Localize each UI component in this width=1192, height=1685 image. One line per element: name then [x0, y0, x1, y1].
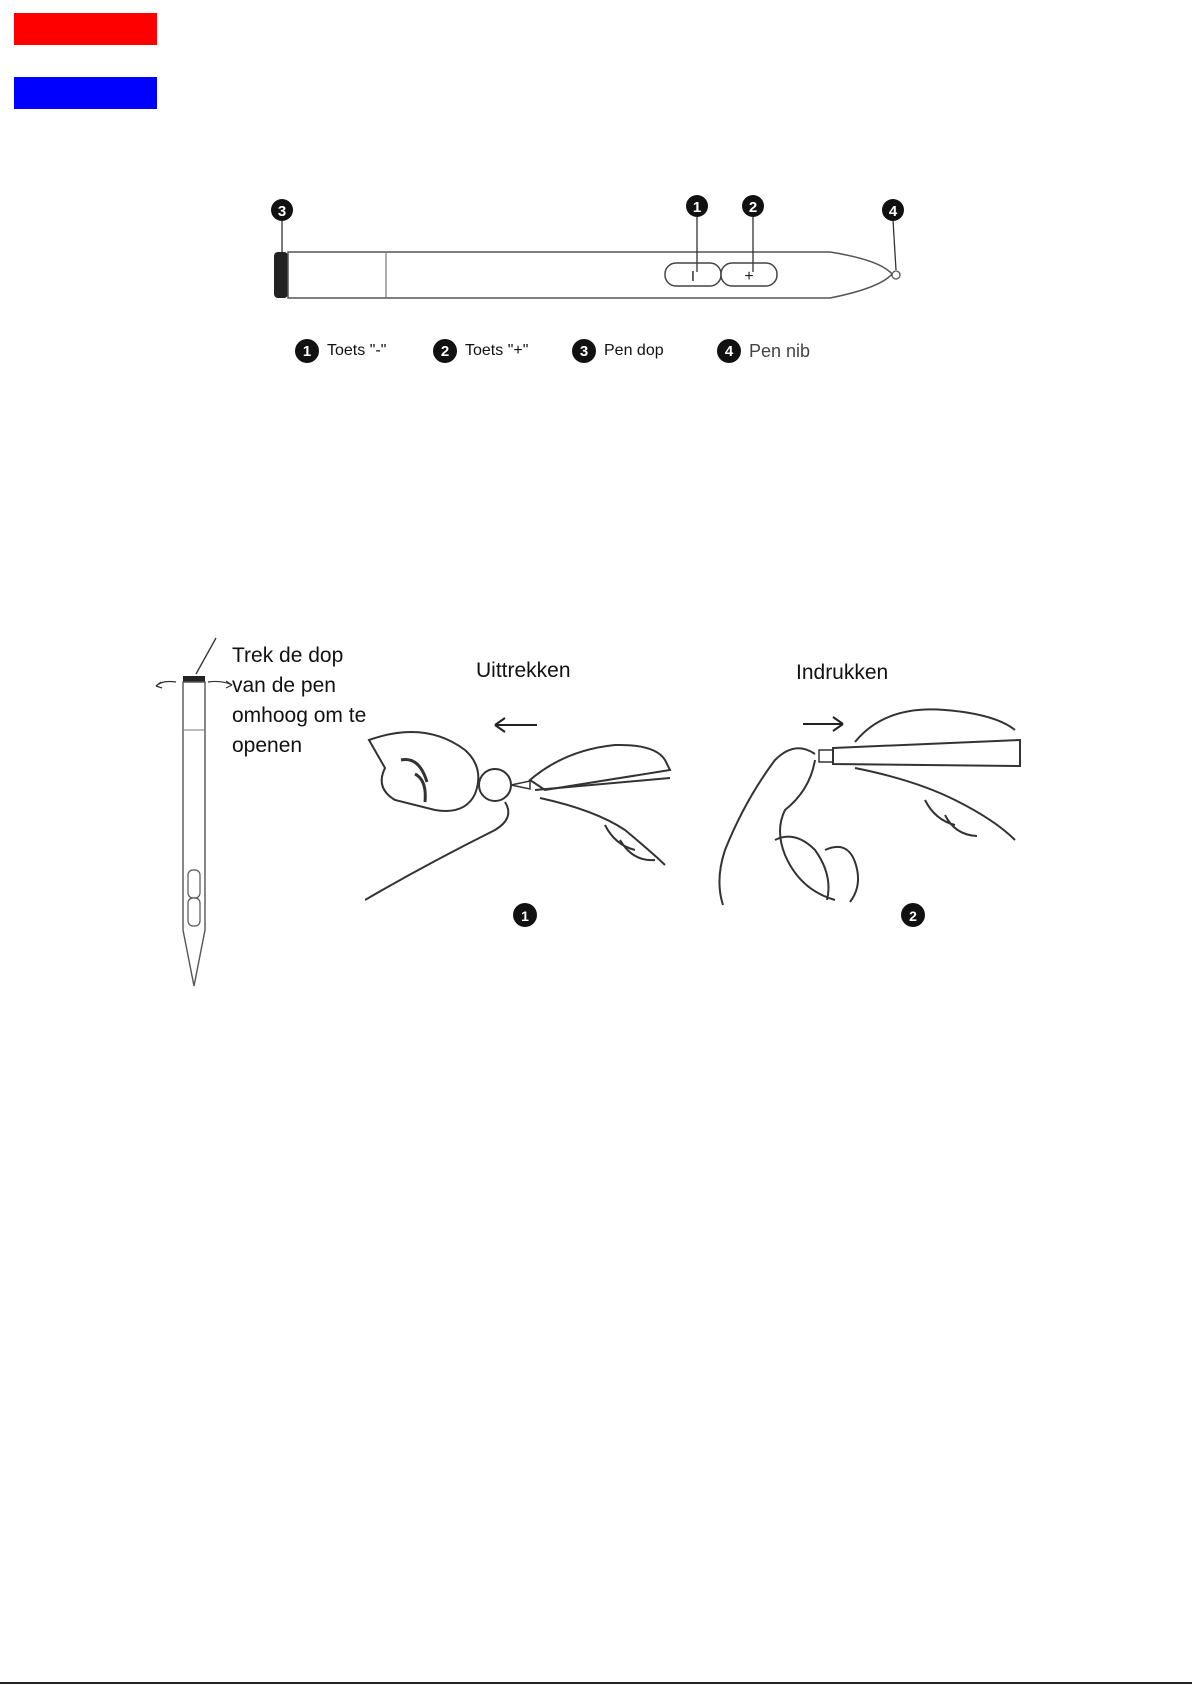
page-bottom-rule — [0, 1682, 1192, 1684]
vertical-pen-cap — [183, 676, 205, 682]
step-1-title: Uittrekken — [476, 659, 571, 682]
flag-stripe-blue — [14, 77, 157, 109]
pen-nib — [892, 271, 900, 279]
legend-number-4: 4 — [717, 339, 741, 363]
legend-label-3: Pen dop — [604, 342, 664, 359]
pen-body — [288, 252, 892, 298]
callout-2-number: 2 — [748, 199, 758, 216]
legend-number-2: 2 — [433, 339, 457, 363]
step-2-illustration — [715, 690, 1025, 940]
legend-label-4: Pen nib — [749, 340, 811, 361]
flag-stripe-white — [14, 45, 157, 77]
legend-number-1: 1 — [295, 339, 319, 363]
legend-item-cap — [572, 338, 664, 364]
step-2-number: 2 — [909, 908, 917, 924]
legend-item-plus — [433, 338, 528, 364]
step-2-title: Indrukken — [796, 661, 889, 684]
callout-4-number: 4 — [888, 203, 898, 220]
cap-instruction-text: Trek de dop van de pen omhoog om te openen — [232, 644, 367, 757]
vertical-pen-illustration — [150, 630, 240, 990]
legend-number-3: 3 — [572, 339, 596, 363]
legend-item-minus — [295, 338, 386, 364]
callout-1-number: 1 — [692, 199, 702, 216]
callout-3-number: 3 — [277, 203, 287, 220]
dutch-flag-icon — [14, 13, 157, 109]
step-1-number: 1 — [521, 908, 529, 924]
legend-label-1: Toets "-" — [327, 342, 387, 359]
pen-cap — [274, 252, 288, 298]
pen-parts-legend — [295, 338, 855, 364]
vertical-pen-body — [183, 682, 205, 986]
legend-item-nib — [717, 338, 810, 364]
button-minus-glyph: I — [690, 268, 696, 285]
step-1-illustration — [365, 690, 675, 940]
flag-stripe-red — [14, 13, 157, 45]
button-plus-glyph: + — [744, 268, 754, 285]
pen-diagram — [260, 190, 910, 310]
legend-label-2: Toets "+" — [465, 342, 529, 359]
